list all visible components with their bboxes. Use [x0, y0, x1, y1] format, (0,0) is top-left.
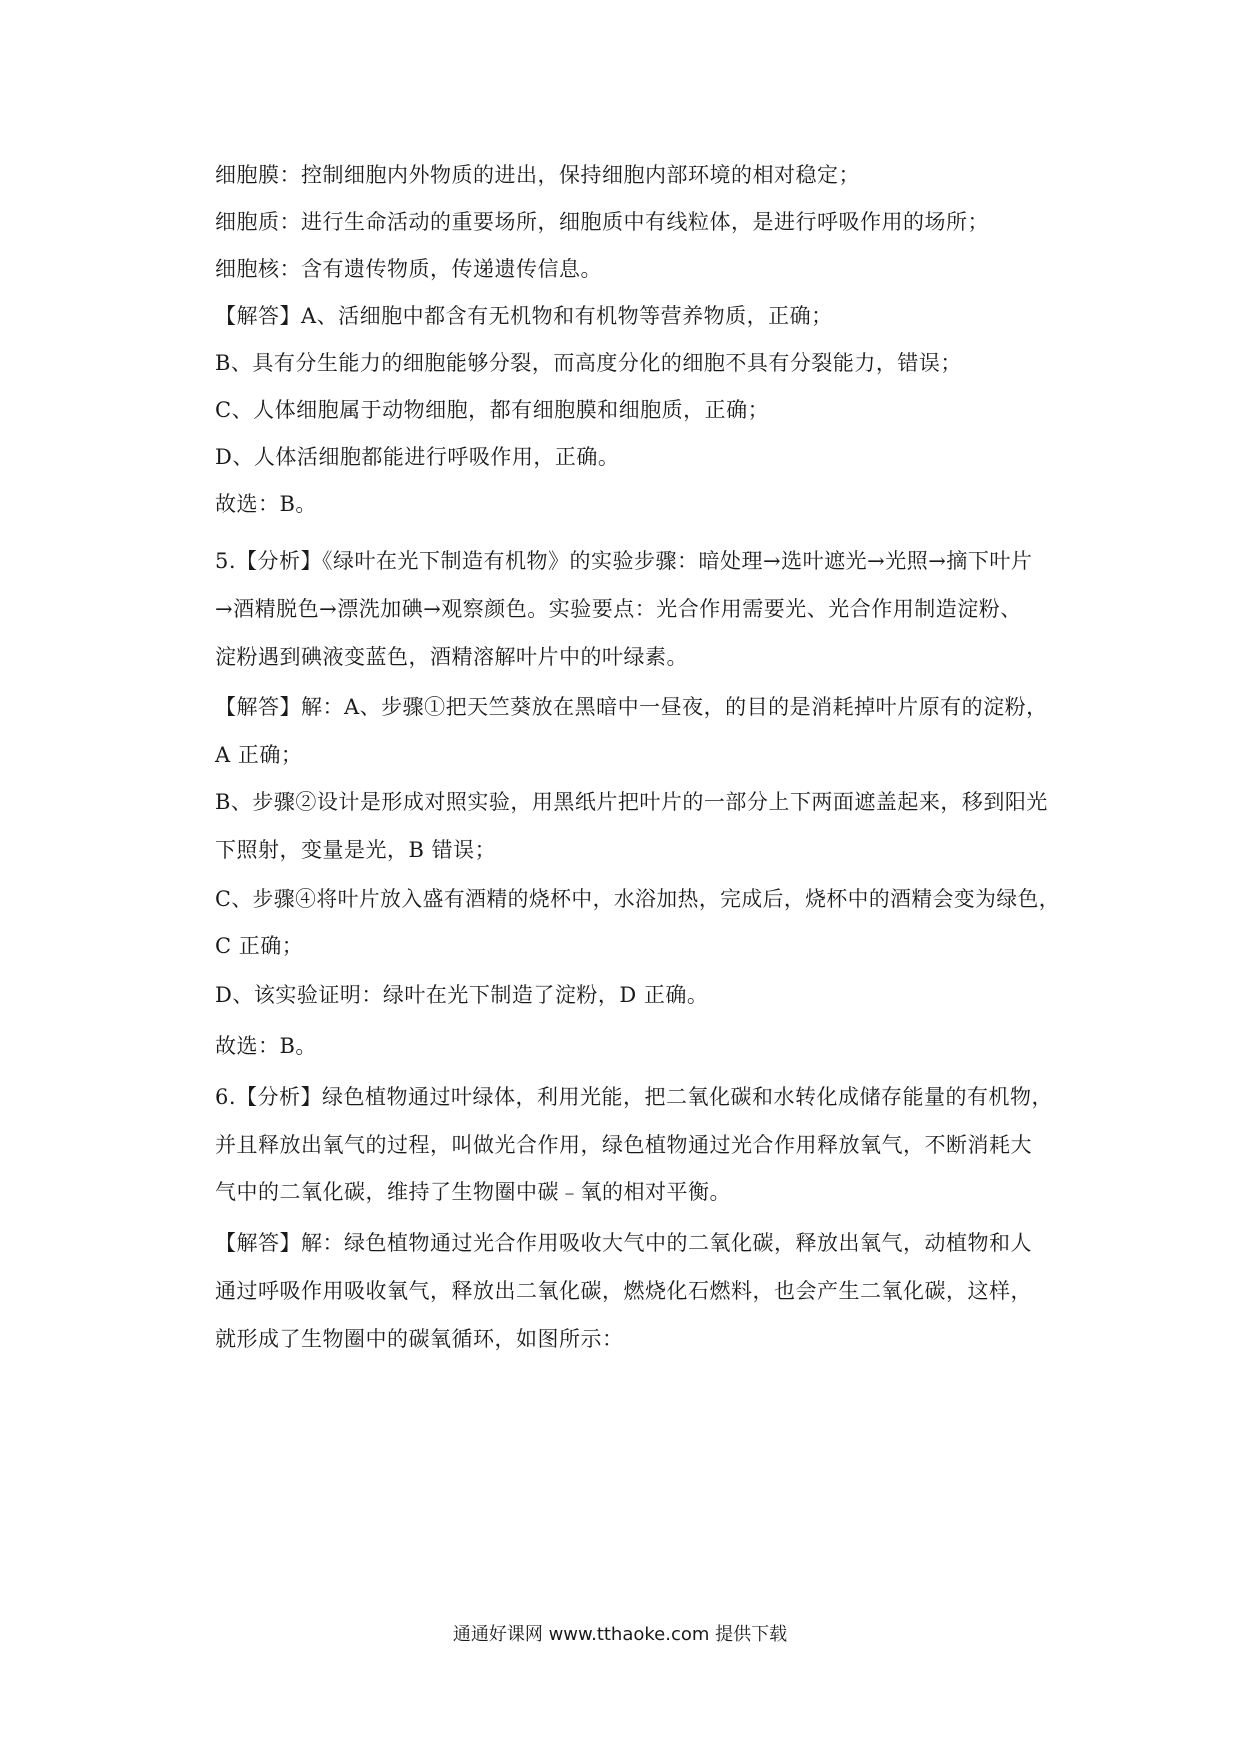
text-line: 细胞膜：控制细胞内外物质的进出，保持细胞内部环境的相对稳定；: [215, 163, 860, 187]
text-line: 5.【分析】《绿叶在光下制造有机物》的实验步骤：暗处理→选叶遮光→光照→摘下叶片: [215, 549, 1033, 573]
text-line: 【解答】解：绿色植物通过光合作用吸收大气中的二氧化碳，释放出氧气，动植物和人: [215, 1231, 1032, 1255]
text-line: D、该实验证明：绿叶在光下制造了淀粉，D 正确。: [215, 983, 709, 1007]
text-line: C、人体细胞属于动物细胞，都有细胞膜和细胞质，正确；: [215, 398, 770, 422]
text-line: C、步骤④将叶片放入盛有酒精的烧杯中，水浴加热，完成后，烧杯中的酒精会变为绿色，: [215, 887, 1061, 911]
text-line: 细胞核：含有遗传物质，传递遗传信息。: [215, 257, 602, 281]
text-line: 并且释放出氧气的过程，叫做光合作用，绿色植物通过光合作用释放氧气，不断消耗大: [215, 1133, 1032, 1157]
text-line: 6.【分析】绿色植物通过叶绿体，利用光能，把二氧化碳和水转化成储存能量的有机物，: [215, 1085, 1054, 1109]
text-line: 故选：B。: [215, 1034, 317, 1058]
text-line: 淀粉遇到碘液变蓝色，酒精溶解叶片中的叶绿素。: [215, 645, 688, 669]
text-line: A 正确；: [215, 743, 303, 767]
text-line: 故选：B。: [215, 492, 317, 516]
text-line: 【解答】A、活细胞中都含有无机物和有机物等营养物质，正确；: [215, 304, 833, 328]
text-line: 下照射，变量是光，B 错误；: [215, 838, 497, 862]
page-footer: 通通好课网 www.tthaoke.com 提供下载: [452, 1624, 788, 1645]
text-line: →酒精脱色→漂洗加碘→观察颜色。实验要点：光合作用需要光、光合作用制造淀粉、: [215, 597, 1022, 621]
text-line: 【解答】解：A、步骤①把天竺葵放在黑暗中一昼夜，的目的是消耗掉叶片原有的淀粉，: [215, 695, 1048, 719]
text-line: 细胞质：进行生命活动的重要场所，细胞质中有线粒体，是进行呼吸作用的场所；: [215, 210, 989, 234]
text-line: 通过呼吸作用吸收氧气，释放出二氧化碳，燃烧化石燃料，也会产生二氧化碳，这样，: [215, 1279, 1032, 1303]
text-line: 就形成了生物圈中的碳氧循环，如图所示：: [215, 1327, 624, 1351]
text-line: C 正确；: [215, 934, 304, 958]
text-line: D、人体活细胞都能进行呼吸作用，正确。: [215, 445, 620, 469]
text-line: 气中的二氧化碳，维持了生物圈中碳﹣氧的相对平衡。: [215, 1180, 731, 1204]
text-line: B、步骤②设计是形成对照实验，用黑纸片把叶片的一部分上下两面遮盖起来，移到阳光: [215, 790, 1048, 814]
text-line: B、具有分生能力的细胞能够分裂，而高度分化的细胞不具有分裂能力，错误；: [215, 351, 962, 375]
